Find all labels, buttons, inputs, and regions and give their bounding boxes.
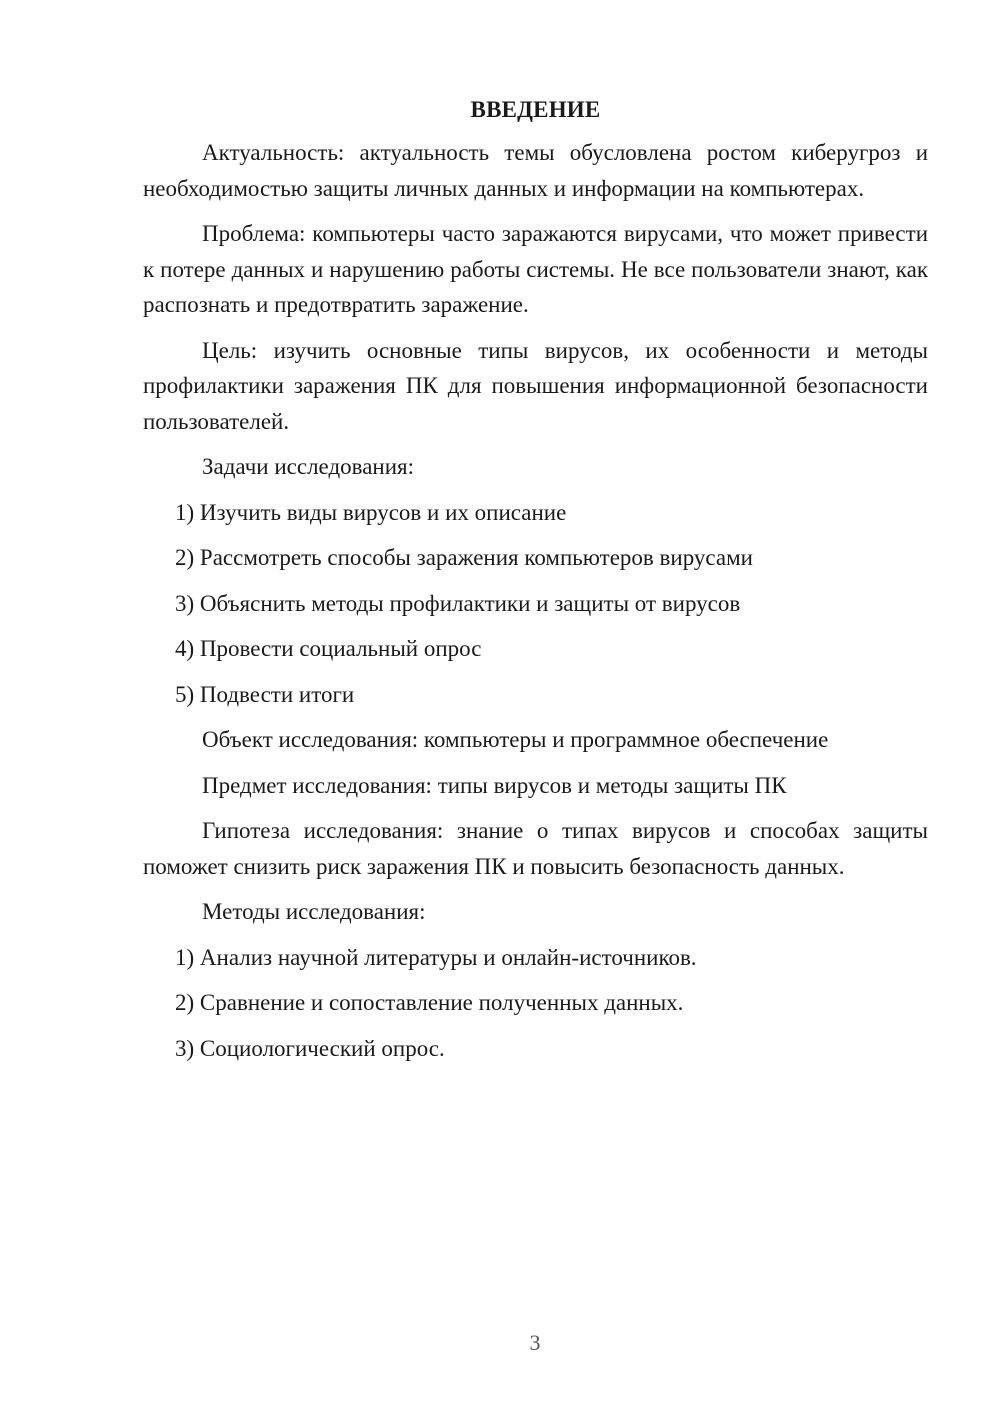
list-item: 2) Рассмотреть способы заражения компьютеров вирусами	[175, 545, 753, 570]
list-item: 2) Сравнение и сопоставление полученных данных.	[175, 990, 684, 1015]
paragraph-problem: Проблема: компьютеры часто заражаются вирусами, что может привести к потере данных и нарушению работы системы. Не все пользователи знают, как распознать и предотвратить заражение.	[143, 221, 928, 317]
page-title: ВВЕДЕНИЕ	[470, 97, 601, 122]
paragraph-goal: Цель: изучить основные типы вирусов, их особенности и методы профилактики заражения ПК для повышения информационной безопасности пользователей.	[143, 337, 928, 434]
paragraph-subject: Предмет исследования: типы вирусов и методы защиты ПК	[202, 772, 787, 798]
list-item: 3) Социологический опрос.	[175, 1035, 445, 1061]
page-number: 3	[529, 1330, 541, 1355]
methods-label: Методы исследования:	[202, 899, 426, 924]
paragraph-relevance: Актуальность: актуальность темы обусловлена ростом киберугроз и необходимостью защиты личных данных и информации на компьютерах.	[143, 140, 928, 201]
tasks-label: Задачи исследования:	[202, 454, 415, 479]
list-item: 4) Провести социальный опрос	[175, 636, 482, 661]
list-item: 1) Анализ научной литературы и онлайн-источников.	[175, 944, 697, 970]
paragraph-object: Объект исследования: компьютеры и программное обеспечение	[202, 727, 829, 752]
list-item: 3) Объяснить методы профилактики и защиты от вирусов	[175, 590, 741, 616]
methods-list	[143, 940, 928, 1067]
tasks-list	[143, 495, 928, 713]
paragraph-hypothesis: Гипотеза исследования: знание о типах вирусов и способах защиты поможет снизить риск заражения ПК и повысить безопасность данных.	[143, 818, 928, 879]
list-item: 1) Изучить виды вирусов и их описание	[175, 499, 567, 525]
document-body	[143, 92, 928, 1076]
list-item: 5) Подвести итоги	[175, 681, 355, 707]
